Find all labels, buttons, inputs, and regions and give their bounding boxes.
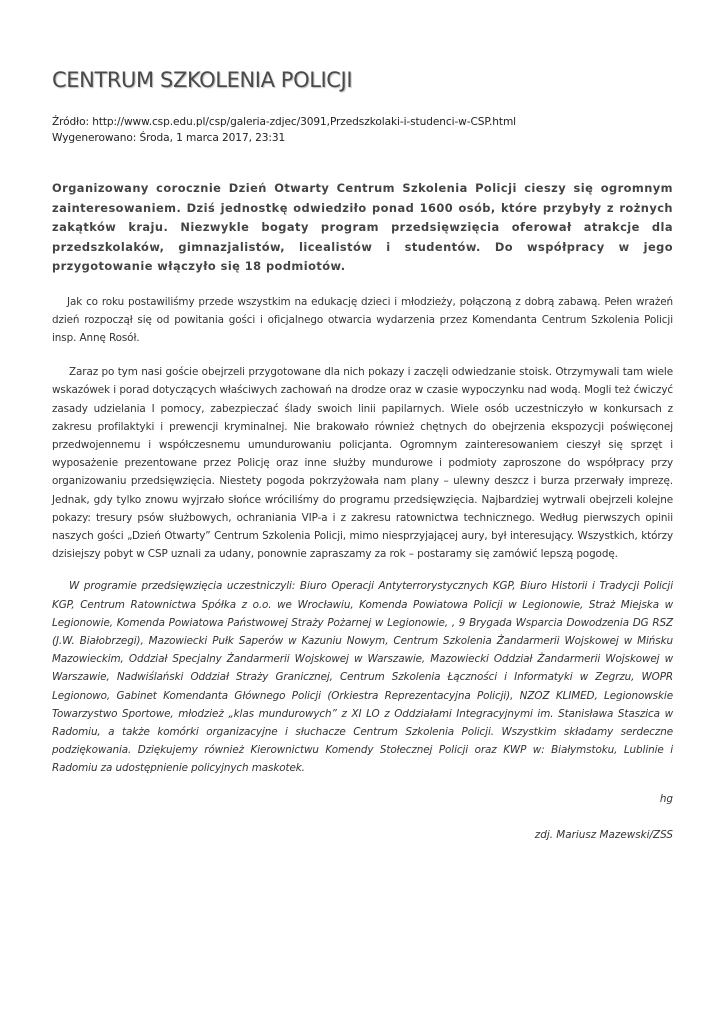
- article-lead: Organizowany corocznie Dzień Otwarty Centrum Szkolenia Policji cieszy się ogromnym zainteresowaniem. Dziś jednostkę odwiedziło ponad 1600 osób, które przybyły z rożnych zakątków kraju. Niezwykle bogaty program przedsięwzięcia oferował atrakcje dla przedszkolaków, gimnazjalistów, licealistów i studentów. Do współpracy w jego przygotowanie włączyło się 18 podmiotów.: [52, 181, 673, 273]
- site-title: CENTRUM SZKOLENIA POLICJI: [52, 68, 353, 92]
- article-paragraph-1: Jak co roku postawiliśmy przede wszystkim na edukację dzieci i młodzieży, połączoną z dobrą zabawą. Pełen wrażeń dzień rozpoczął się od powitania gości i oficjalnego otwarcia wydarzenia przez Komendanta Centrum Szkolenia Policji insp. Annę Rosół.: [52, 295, 673, 344]
- signature-author: hg: [659, 792, 673, 805]
- document-meta: [52, 114, 673, 146]
- article-paragraph-3: W programie przedsięwzięcia uczestniczyli: Biuro Operacji Antyterrorystycznych KGP, Biuro Historii i Tradycji Policji KGP, Centrum Ratownictwa Spółka z o.o. we Wrocławiu, Komenda Powiatowa Policji w Legionowie, Straż Miejska w Legionowie, Komenda Powiatowa Państwowej Straży Pożarnej w Legionowie, , 9 Brygada Wsparcia Dowodzenia DG RSZ (J.W. Białobrzegi), Mazowiecki Pułk Saperów w Kazuniu Nowym, Centrum Szkolenia Żandarmerii Wojskowej w Mińsku Mazowieckim, Oddział Specjalny Żandarmerii Wojskowej w Warszawie, Mazowiecki Oddział Żandarmerii Wojskowej w Warszawie, Nadwiślański Oddział Straży Granicznej, Centrum Szkolenia Łączności i Informatyki w Zegrzu, WOPR Legionowo, Gabinet Komendanta Głównego Policji (Orkiestra Reprezentacyjna Policji), NZOZ KLIMED, Legionowskie Towarzystwo Sportowe, młodzież „klas mundurowych” z XI LO z Oddziałami Integracyjnymi im. Stanisława Staszica w Radomiu, a także komórki organizacyjne i słuchacze Centrum Szkolenia Policji. Wszystkim składamy serdeczne podziękowania. Dziękujemy również Kierownictwu Komendy Stołecznej Policji oraz KWP w: Białymstoku, Lublinie i Radomiu za udostępnienie policyjnych maskotek.: [52, 580, 673, 775]
- signature-photo-credit: zdj. Mariusz Mazewski/ZSS: [534, 828, 673, 841]
- generated-line: Wygenerowano: Środa, 1 marca 2017, 23:31: [52, 132, 286, 144]
- source-line: Źródło: http://www.csp.edu.pl/csp/galeria-zdjec/3091,Przedszkolaki-i-studenci-w-CSP.html: [52, 116, 517, 128]
- article-paragraph-2: Zaraz po tym nasi goście obejrzeli przygotowane dla nich pokazy i zaczęli odwiedzanie stoisk. Otrzymywali tam wiele wskazówek i porad dotyczących właściwych zachowań na drodze oraz w czasie wypoczynku nad wodą. Mogli też ćwiczyć zasady udzielania I pomocy, zabezpieczać ślady swoich linii papilarnych. Wiele osób uczestniczyło w konkursach z zakresu profilaktyki i prewencji kryminalnej. Nie brakowało również chętnych do obejrzenia ekspozycji poświęconej przedwojennemu i współczesnemu umundurowaniu policjanta. Ogromnym zainteresowaniem cieszył się sprzęt i wyposażenie prezentowane przez Policję oraz inne służby mundurowe i podmioty zaproszone do współpracy przy organizowaniu przedsięwzięcia. Niestety pogoda pokrzyżowała nam plany – ulewny deszcz i burza przerwały imprezę. Jednak, gdy tylko znowu wyjrzało słońce wróciliśmy do programu przedsięwzięcia. Najbardziej wytrwali obejrzeli kolejne pokazy: tresury psów służbowych, ochraniania VIP-a i z zakresu ratownictwa technicznego. Według pierwszych opinii naszych gości „Dzień Otwarty” Centrum Szkolenia Policji, mimo niesprzyjającej aury, był interesujący. Wszystkich, którzy dzisiejszy pobyt w CSP uznali za udany, ponownie zapraszamy za rok – postaramy się zamówić lepszą pogodę.: [52, 366, 673, 561]
